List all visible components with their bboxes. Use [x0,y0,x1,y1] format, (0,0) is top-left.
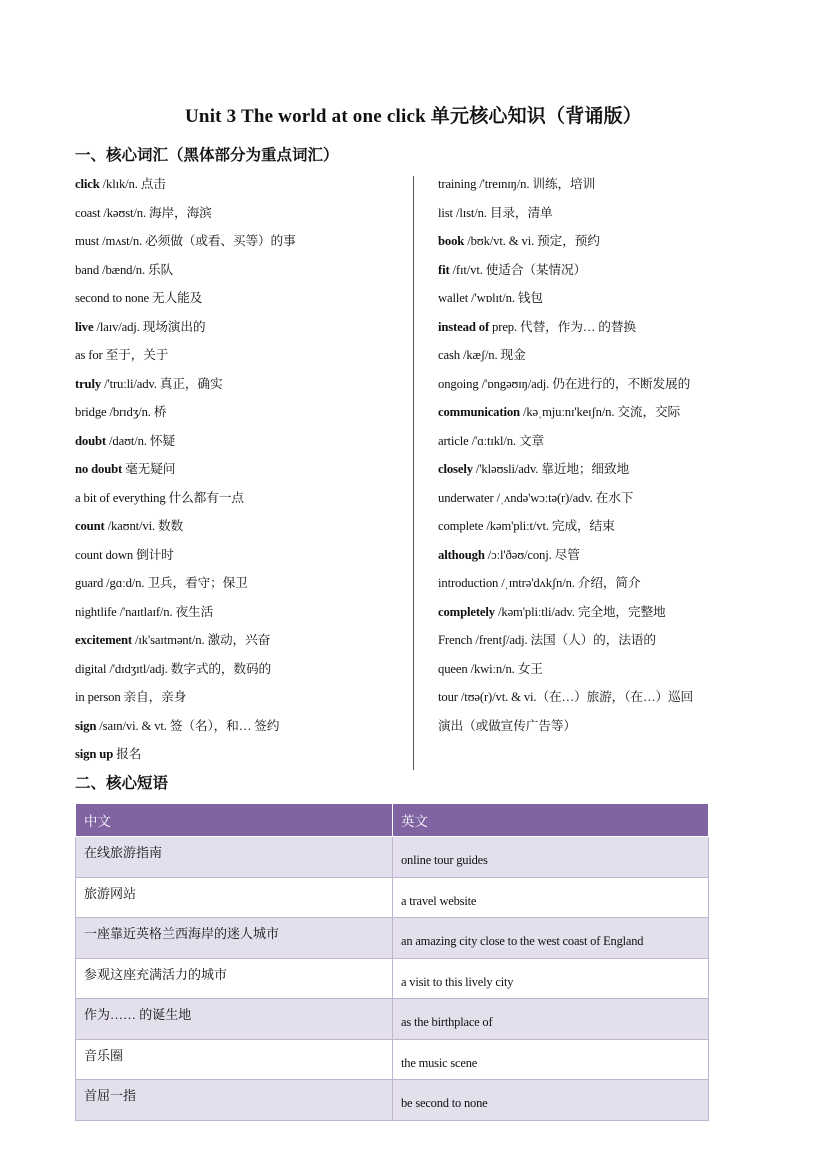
vocab-word: a bit of everything [75,490,166,505]
vocab-entry [75,284,415,313]
vocab-definition: 至于，关于 [102,348,169,362]
header-english: 英文 [393,804,709,837]
vocab-definition: /fɪt/vt. 使适合（某情况） [449,262,587,277]
vocab-entry [438,569,758,598]
vocab-entry [75,313,415,342]
table-row [76,837,709,878]
section-heading-phrases: 二、核心短语 [75,775,169,792]
phrase-english: online tour guides [393,837,709,878]
vocab-word: doubt [75,433,106,448]
phrase-chinese: 一座靠近英格兰西海岸的迷人城市 [76,918,393,959]
vocab-word: ongoing [438,376,479,391]
vocab-entry [75,712,415,741]
vocab-definition: /mʌst/n. 必须做（或看、买等）的事 [99,234,296,248]
vocab-definition: /ˌʌndə'wɔːtə(r)/adv. 在水下 [493,490,634,505]
vocab-entry [438,370,758,399]
vocab-entry [438,541,758,570]
vocab-word: communication [438,405,520,419]
vocab-entry [438,712,758,741]
phrase-english: a visit to this lively city [393,958,709,999]
vocab-entry [75,227,415,256]
vocab-word: live [75,319,94,334]
phrase-english: an amazing city close to the west coast of England [393,918,709,959]
vocab-entry [438,227,758,256]
vocab-definition: /kaʊnt/vi. 数数 [104,519,184,533]
vocab-entry [75,683,415,712]
vocab-word: list [438,205,453,220]
vocab-entry [438,284,758,313]
vocab-entry [438,512,758,541]
phrase-english: be second to none [393,1080,709,1121]
vocab-word: digital [75,661,107,676]
vocab-word: book [438,234,465,248]
table-row [76,877,709,918]
vocab-word: article [438,433,469,448]
phrase-english: the music scene [393,1039,709,1080]
vocab-column-right [438,170,758,740]
vocab-word: complete [438,519,484,533]
vocab-column-left [75,170,415,769]
vocab-entry [438,626,758,655]
vocab-definition: /lɪst/n. 目录，清单 [452,205,553,220]
vocab-entry [438,455,758,484]
phrase-chinese: 在线旅游指南 [76,837,393,878]
vocab-word: bridge [75,405,107,419]
vocab-definition: /kəm'pliːt/vt. 完成，结束 [483,519,615,533]
vocab-word: nightlife [75,604,117,619]
vocab-entry [438,256,758,285]
vocab-definition: /'treɪnɪŋ/n. 训练，培训 [476,177,596,191]
vocab-entry [75,512,415,541]
vocab-definition: /ˌɪntrə'dʌkʃn/n. 介绍，简介 [498,576,641,590]
vocab-entry [75,199,415,228]
vocab-definition: /kəm'pliːtli/adv. 完全地，完整地 [494,604,666,619]
phrase-table-body [76,837,709,1121]
vocab-word: French [438,633,473,647]
vocab-definition: /'dɪdʒɪtl/adj. 数字式的，数码的 [106,661,272,676]
vocab-word: fit [438,262,450,277]
vocab-definition: 毫无疑问 [122,462,176,476]
vocab-entry [438,484,758,513]
vocab-entry [75,484,415,513]
vocab-definition: 什么都有一点 [165,490,244,505]
vocab-word: excitement [75,633,132,647]
vocab-definition: 报名 [113,747,142,761]
vocab-word: truly [75,376,102,391]
vocab-word: tour [438,690,458,704]
vocab-word: click [75,177,100,191]
vocab-word: completely [438,604,495,619]
vocab-entry [438,398,758,427]
vocab-entry [75,341,415,370]
vocab-definition: /frentʃ/adj. 法国（人）的，法语的 [472,633,656,647]
vocab-definition: /'wɒlɪt/n. 钱包 [468,291,543,305]
vocab-word: introduction [438,576,499,590]
table-row [76,999,709,1040]
vocab-word: second to none [75,291,150,305]
vocab-definition: /saɪn/vi. & vt. 签（名），和… 签约 [96,718,280,733]
vocab-entry [438,683,758,712]
vocab-definition: /ɪk'saɪtmənt/n. 激动，兴奋 [131,633,271,647]
table-row [76,958,709,999]
vocab-entry [438,427,758,456]
vocab-entry [75,598,415,627]
vocab-word: in person [75,690,121,704]
vocab-word: instead of [438,319,490,334]
phrase-english: a travel website [393,877,709,918]
vocab-entry [75,569,415,598]
table-header-row [76,804,709,837]
vocab-entry [75,370,415,399]
vocab-definition: 亲自，亲身 [120,690,187,704]
vocab-word: no doubt [75,462,123,476]
vocab-word: count [75,519,105,533]
vocab-word: count down [75,547,134,562]
vocab-word: wallet [438,291,469,305]
column-divider [413,176,414,770]
vocab-definition: /'ɒngəʊɪŋ/adj. 仍在进行的，不断发展的 [478,376,691,391]
vocab-word: cash [438,348,460,362]
vocab-word: sign up [75,747,114,761]
vocab-definition: /kəʊst/n. 海岸，海滨 [100,205,212,220]
vocab-entry [75,398,415,427]
vocab-definition: /daʊt/n. 怀疑 [106,433,175,448]
phrase-chinese: 旅游网站 [76,877,393,918]
vocab-entry [438,655,758,684]
vocab-entry [75,427,415,456]
vocab-entry [75,626,415,655]
table-row [76,1080,709,1121]
vocab-word: closely [438,462,473,476]
section-heading-vocabulary: 一、核心词汇（黑体部分为重点词汇） [75,147,339,164]
table-row [76,1039,709,1080]
vocab-definition: /ɔːl'ðəʊ/conj. 尽管 [484,547,580,562]
vocab-definition: /kæʃ/n. 现金 [459,348,526,362]
vocab-word: band [75,262,100,277]
vocab-entry [75,541,415,570]
phrase-chinese: 作为…… 的诞生地 [76,999,393,1040]
vocab-word: as for [75,348,103,362]
vocab-word: coast [75,205,101,220]
vocab-definition: /'truːli/adv. 真正，确实 [101,376,223,391]
vocab-definition: /brɪdʒ/n. 桥 [106,405,167,419]
vocab-word: must [75,234,100,248]
vocab-entry [438,199,758,228]
vocab-definition: 无人能及 [149,291,203,305]
vocab-word: although [438,547,485,562]
phrase-chinese: 音乐圈 [76,1039,393,1080]
vocab-entry [438,313,758,342]
vocab-word: queen [438,661,468,676]
table-row [76,918,709,959]
header-chinese: 中文 [76,804,393,837]
vocab-word: underwater [438,490,494,505]
vocab-entry [75,740,415,769]
vocab-entry [75,455,415,484]
vocab-definition: /gɑːd/n. 卫兵，看守；保卫 [103,576,248,590]
vocab-word: sign [75,718,97,733]
vocab-definition: /'kləʊsli/adv. 靠近地；细致地 [472,462,630,476]
vocab-definition: 演出（或做宣传广告等） [438,718,576,733]
vocab-definition: /kəˌmjuːnɪ'keɪʃn/n. 交流，交际 [519,405,681,419]
vocab-word: guard [75,576,104,590]
vocab-word: training [438,177,477,191]
page-title: Unit 3 The world at one click 单元核心知识（背诵版） [185,106,642,127]
vocab-entry [75,170,415,199]
phrase-table [75,803,709,1121]
vocab-definition: /'naɪtlaɪf/n. 夜生活 [116,604,214,619]
phrase-chinese: 首屈一指 [76,1080,393,1121]
vocab-definition: /laɪv/adj. 现场演出的 [93,319,206,334]
vocab-definition: /bænd/n. 乐队 [99,262,174,277]
vocab-entry [75,655,415,684]
vocab-entry [438,598,758,627]
vocab-definition: /'ɑːtɪkl/n. 文章 [468,433,545,448]
vocab-definition: /kwiːn/n. 女王 [467,661,543,676]
vocab-definition: 倒计时 [133,547,174,562]
vocab-definition: prep. 代替，作为… 的替换 [489,319,636,334]
phrase-english: as the birthplace of [393,999,709,1040]
vocab-definition: /bʊk/vt. & vi. 预定，预约 [464,234,600,248]
vocab-entry [438,170,758,199]
vocab-entry [75,256,415,285]
phrase-chinese: 参观这座充满活力的城市 [76,958,393,999]
vocab-entry [438,341,758,370]
vocab-definition: /klɪk/n. 点击 [99,177,166,191]
vocab-definition: /tʊə(r)/vt. & vi.（在…）旅游，（在…）巡回 [457,690,694,704]
